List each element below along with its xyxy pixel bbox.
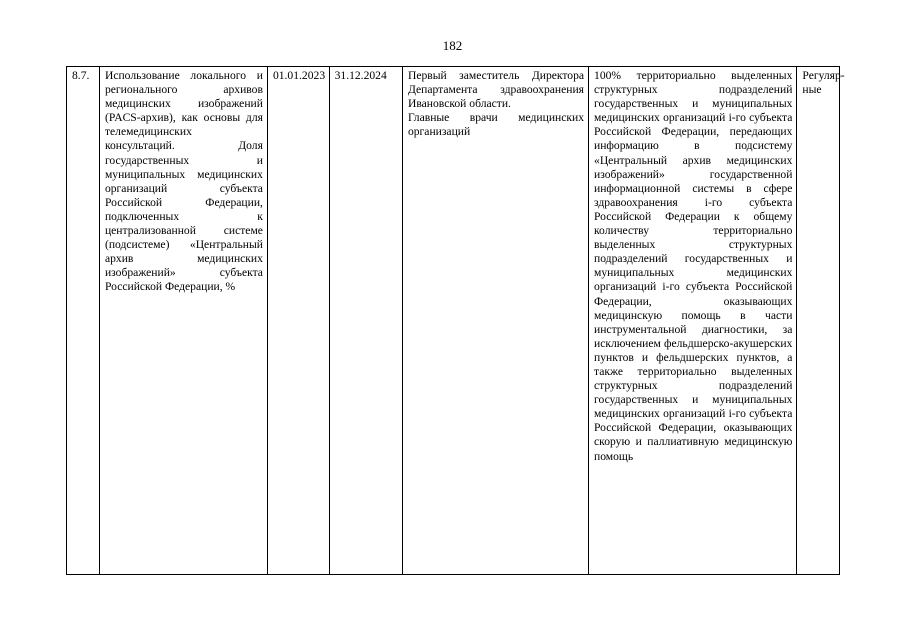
item-number-cell (67, 67, 100, 575)
start-date-cell (267, 67, 329, 575)
table-row (67, 67, 840, 575)
item-name: Использование локального и регионального архивов медицинских изображений (PACS-архив), как основы для телемедицинских консультаций. Доля государственных и муниципальных медицинских организаций субъекта Российской Федерации, подключенных к централизованной системе (подсистеме) «Центральный архив медицинских изображений» субъекта Российской Федерации, % (104, 69, 263, 294)
responsible-chief-doctors: Главные врачи медицинских организаций (407, 111, 585, 139)
indicator-text: 100% территориально выделенных структурных подразделений государственных и муниципальных медицинских организаций i-го субъекта Российской Федерации, передающих информацию в подсистему «Центральный архив медицинских изображений» государственной информационной системы в сфере здравоохранения i-го субъекта Российской Федерации к общему количеству территориально выделенных структурных подразделений государственных и муниципальных медицинских организаций i-го субъекта Российской Федерации, оказывающих медицинскую помощь в части инструментальной диагностики, за исключением фельдшерско-акушерских пунктов и фельдшерских пунктов, а также территориально выделенных структурных подразделений государственных и муниципальных медицинских организаций i-го субъекта Российской Федерации, оказывающих скорую и паллиативную медицинскую помощь (594, 69, 793, 463)
responsible-cell (402, 67, 588, 575)
item-number: 8.7. (72, 69, 90, 82)
frequency: Регуляр-ные (802, 69, 845, 97)
indicator-cell (589, 67, 797, 575)
frequency-cell (797, 67, 845, 575)
end-date-cell (329, 67, 402, 575)
measures-table (66, 66, 845, 575)
end-date: 31.12.2024 (334, 69, 387, 82)
page-number: 182 (442, 38, 463, 53)
item-name-cell (99, 67, 267, 575)
start-date: 01.01.2023 (272, 69, 326, 82)
responsible-deputy: Первый заместитель Директора Департамента здравоохранения Ивановской области. (407, 69, 585, 111)
